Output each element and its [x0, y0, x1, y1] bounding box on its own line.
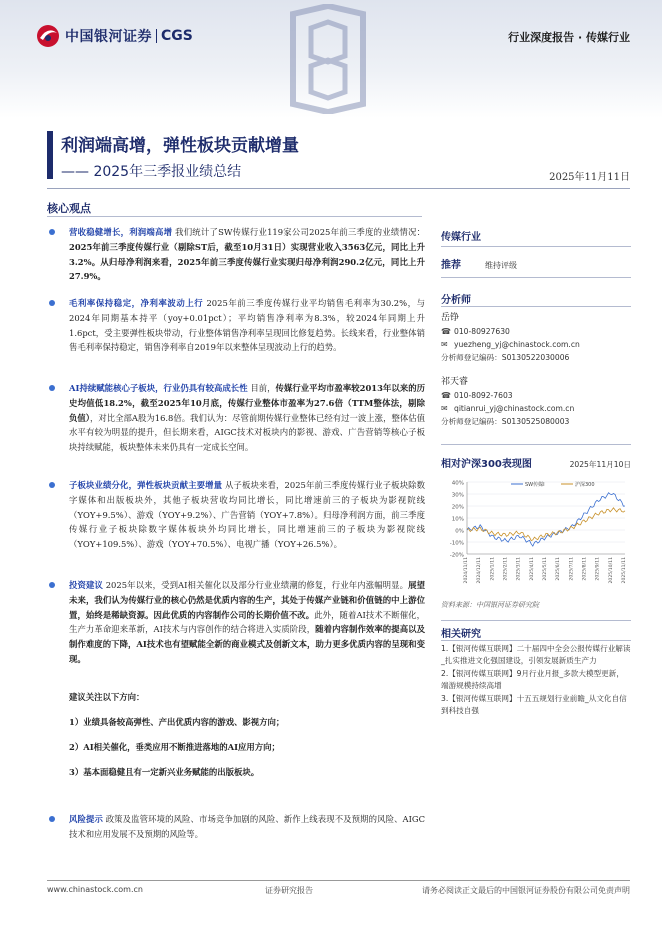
bullet-dot-icon: [49, 300, 55, 306]
page-subtitle: —— 2025年三季报业绩总结: [61, 164, 242, 180]
bullet-dot-icon: [49, 582, 55, 588]
rating-row: [441, 256, 631, 271]
x-tick-label: 2025/7/11: [569, 557, 575, 581]
sidebar-divider: [441, 640, 631, 641]
bullet-text: 我们统计了SW传媒行业119家公司2025年前三季度的业绩情况：: [172, 227, 425, 237]
suggest-heading: 建议关注以下方向：: [69, 692, 145, 702]
mail-icon: ✉: [441, 340, 448, 349]
phone-icon: ☎: [441, 327, 451, 336]
analyst-name: 岳铮: [441, 313, 460, 323]
analyst-card: [441, 374, 631, 428]
bullet-dot-icon: [49, 229, 55, 235]
bullet-text: 政策及监管环境的风险、市场竞争加剧的风险、新作上线表现不及预期的风险、AIGC技术和应用发展不及预期的风险等。: [69, 814, 426, 839]
x-tick-label: 2025/6/11: [556, 557, 562, 581]
bullet-bold-text: 展望未来，我们认为传媒行业的核心仍然是优质内容的生产，其处于传媒产业链和价值链的中上游位置，始终是稀缺资源。因此优质的内容制作公司的长期价值不改。: [69, 580, 426, 620]
page-title: 利润端高增，弹性板块贡献增量: [61, 136, 299, 156]
bullet-risk: [47, 812, 425, 842]
logo-separator: [156, 29, 157, 43]
bullet-bold-text: 2025年前三季度传媒行业（剔除ST后，截至10月31日）实现营业收入3563亿元，同比上升3.2%。从归母净利润来看，2025年前三季度传媒行业实现归母净利润290.2亿元，同比上升27.9%。: [69, 241, 425, 282]
y-tick-label: 20%: [451, 504, 464, 511]
suggestion-item: 2）AI相关催化，垂类应用不断推进落地的AI应用方向；: [69, 742, 280, 752]
suggestion-item: 1）业绩具备较高弹性、产出优质内容的游戏、影视方向；: [69, 717, 285, 727]
bullet-keyword: 营收稳健增长，利润端高增: [69, 227, 173, 237]
legend-label: SW传媒Ⅰ: [525, 482, 545, 488]
analyst-heading: 分析师: [441, 295, 471, 306]
core-divider: [47, 216, 422, 217]
emblem-watermark-icon: [285, 4, 371, 114]
bullet-text: 2025年以来，受到AI相关催化以及部分行业业绩潮的修复，行业年内涨幅明显。: [102, 580, 409, 590]
rating-label: 推荐: [441, 260, 461, 271]
bullet-dot-icon: [49, 385, 55, 391]
relative-performance-chart: [441, 474, 631, 598]
y-tick-label: -10%: [449, 540, 464, 547]
title-divider: [47, 188, 630, 189]
title-accent-bar: [47, 131, 53, 179]
analyst-phone: ☎ 010-8092-7603: [441, 391, 513, 400]
legend-label: 沪深300: [575, 482, 595, 488]
x-tick-label: 2025/1/11: [490, 557, 496, 581]
x-tick-label: 2025/8/11: [582, 557, 588, 581]
phone-icon: ☎: [441, 391, 451, 400]
y-tick-label: -20%: [449, 552, 464, 559]
bullet-text: 2025年前三季度传媒行业平均销售毛利率为30.2%，与2024年同期基本持平（yoy+0.01pct）；平均销售净利率为8.3%，较2024年同期上升1.6pct，受主要弹性板块带动，行业整体销售净利率呈现回比修复趋势。长线来看，行业整体销售毛利率保持稳定，销售净利率自2019年以来整体呈现波动上行的趋势。: [69, 298, 425, 353]
bullet-text: ，对比全部A股为16.8倍。我们认为：尽管前期传媒行业整体已经有过一波上涨，整体估值水平有较为明显的提升，但长期来看，AIGC技术对板块内的影视、游戏、广告营销等核心子板块持续赋能，板块整体未来仍具有一定成长空间。: [69, 412, 425, 453]
bullet-subsector: [47, 478, 425, 552]
analyst-phone: ☎ 010-80927630: [441, 327, 510, 336]
logo-text-cn: 中国银河证券: [65, 29, 152, 45]
x-tick-label: 2025/11/11: [622, 557, 627, 584]
bullet-text: 从子板块来看，2025年前三季度传媒行业子板块除数字媒体和出版板块外，其他子板块营收均同比增长，同比增速前三的子板块为影视院线（YOY+9.5%）、游戏（YOY+9.2%）、广告营销（YOY+7.8%）。归母净利润方面，前三季度传媒行业子板块除数字媒体板块外均同比增长，同比增速前三的子板块为影视院线（YOY+109.5%）、游戏（YOY+70.5%）、电视广播（YOY+26.5%）。: [69, 480, 426, 550]
bullet-bold-text: 随着内容制作效率的提高以及制作难度的下降，AI技术也有望赋能全新的商业模式及创新文本，助力更多优质内容的呈现和变现。: [69, 624, 426, 664]
sidebar-divider: [441, 620, 631, 621]
x-tick-label: 2025/2/11: [503, 557, 509, 581]
analyst-email[interactable]: ✉ yuezheng_yj@chinastock.com.cn: [441, 340, 580, 349]
bullet-text: 目前，: [247, 383, 276, 393]
bullet-dot-icon: [49, 816, 55, 822]
x-tick-label: 2024/12/11: [477, 557, 483, 584]
footer-disclaimer: 请务必阅读正文最后的中国银河证券股份有限公司免责声明: [422, 886, 630, 895]
bullet-keyword: 风险提示: [69, 814, 103, 824]
analyst-card: [441, 310, 631, 364]
chart-header: [441, 455, 631, 470]
y-tick-label: 30%: [451, 492, 464, 499]
chart-heading: 相对沪深300表现图: [441, 459, 532, 470]
suggestion-item: 3）基本面稳健且有一定新兴业务赋能的出版板块。: [69, 767, 260, 777]
related-item[interactable]: 2.【银河传媒互联网】9月行业月报_多款大模型更新，端游规模持续高增: [441, 669, 624, 690]
related-heading: 相关研究: [441, 629, 481, 640]
rating-value: 维持评级: [485, 261, 517, 270]
sidebar-divider: [441, 277, 631, 278]
x-tick-label: 2025/10/11: [608, 557, 614, 584]
footer-url[interactable]: www.chinastock.com.cn: [47, 885, 143, 894]
analyst-email[interactable]: ✉ qitianrui_yj@chinastock.com.cn: [441, 404, 575, 413]
x-tick-label: 2025/9/11: [595, 557, 601, 581]
bullet-revenue: [47, 225, 425, 284]
x-tick-label: 2025/5/11: [543, 557, 548, 581]
series-line-sw-media: [467, 493, 625, 546]
x-tick-label: 2024/11/11: [464, 557, 469, 584]
report-date: 2025年11月11日: [549, 172, 630, 183]
bullet-keyword: AI持续赋能核心子板块，行业仍具有较高成长性: [69, 383, 248, 393]
core-heading: 核心观点: [47, 202, 91, 215]
y-tick-label: 0%: [455, 528, 464, 535]
logo-text-en: CGS: [161, 28, 193, 44]
mail-icon: ✉: [441, 404, 448, 413]
y-tick-label: 10%: [451, 516, 464, 523]
industry-label: 传媒行业: [441, 232, 481, 243]
report-type: 行业深度报告 · 传媒行业: [508, 31, 630, 44]
footer-divider: [47, 880, 630, 881]
bullet-keyword: 毛利率保持稳定，净利率波动上行: [69, 298, 204, 308]
bullet-keyword: 投资建议: [69, 580, 103, 590]
chart-date: 2025年11月10日: [569, 460, 631, 469]
chart-source: 资料来源：中国银河证券研究院: [441, 601, 539, 609]
x-tick-label: 2025/4/11: [529, 557, 535, 581]
bullet-margin: [47, 296, 425, 355]
x-tick-label: 2025/3/11: [516, 557, 522, 581]
related-item[interactable]: 1.【银河传媒互联网】二十届四中全会公报传媒行业解读_扎实推进文化强国建设，引领发展新质生产力: [441, 644, 631, 665]
related-item[interactable]: 3.【银河传媒互联网】十五五规划行业前瞻_从文化自信到科技自强: [441, 694, 627, 715]
analyst-name: 祁天睿: [441, 377, 469, 387]
bullet-keyword: 子板块业绩分化，弹性板块贡献主要增量: [69, 480, 223, 490]
footer-center: 证券研究报告: [265, 886, 313, 895]
bullet-text: 此外，随着AI技术不断催化，生产力革命迎来革新，AI技术与内容创作的结合将进入实质阶段，: [69, 609, 425, 635]
sidebar-divider: [441, 306, 631, 307]
analyst-reg: 分析师登记编码：S0130522030006: [441, 353, 570, 362]
sidebar-divider: [441, 444, 631, 445]
galaxy-logo-icon: [36, 24, 60, 48]
bullet-ai: [47, 381, 425, 455]
sidebar-divider: [441, 246, 631, 247]
y-tick-label: 40%: [451, 480, 464, 487]
analyst-reg: 分析师登记编码：S0130525080003: [441, 417, 570, 426]
bullet-investment: [47, 578, 425, 667]
company-logo: [36, 24, 193, 48]
bullet-dot-icon: [49, 482, 55, 488]
bullet-bold-text: 传媒行业平均市盈率较2013年以来的历史均值低18.2%，截至2025年10月底，传媒行业整体市盈率为27.6倍（TTM整体法，剔除负值）: [69, 383, 425, 423]
